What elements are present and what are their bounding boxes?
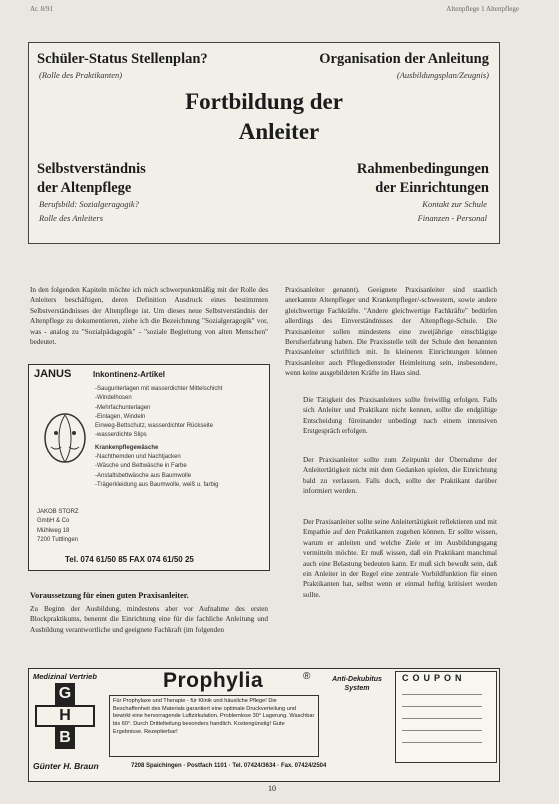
ad-description-2: Waschbar bis 60°. Durch Drittelteilung besonders handlich. Kostengünstig! Gute Ergebnisse. Rezeptierbar! — [113, 713, 315, 735]
coupon-line — [402, 718, 482, 719]
running-header-left: Ar. 8/91 — [30, 5, 53, 13]
janus-item: -Anstaltsbettwäsche aus Baumwolle — [95, 472, 192, 479]
right-paragraph-3: Der Praxisanleiter sollte zum Zeitpunkt der Übernahme der Anleitertätigkeit nicht mit dem Gedanken spielen, die Einrichtung bald zu verlassen. Falls doch, sollte der Praktikant darüber informiert werden. — [303, 456, 497, 496]
right-paragraph-4: Der Praxisanleiter sollte seine Anleitertätigkeit reflektieren und mit Empathie auf den Praktikanten zugehen können. Er sollte wissen, warum er anleiten und welche Ziele er im Ausbildungsgang vermitteln möchte. Er muß wissen, daß ein Praktikant manchmal auch eine Belastung bedeuten kann. Er muß sich bewußt sein, daß ein Anleiter in der Regel eine zentrale Vorbildfunktion für einen Praktikanten hat, selbst wenn er einmal heftig kritisiert werden sollte. — [303, 518, 497, 599]
section-heading: Voraussetzung für einen guten Praxisanleiter. — [30, 591, 189, 600]
box-subtitle-bottom-right-1: Kontakt zur Schule — [422, 199, 487, 209]
janus-address-line: 7200 Tuttlingen — [37, 536, 79, 543]
ghb-logo-letter: H — [35, 705, 95, 727]
coupon-line — [402, 730, 482, 731]
janus-item: -Windelhosen — [95, 395, 132, 402]
janus-ad — [28, 364, 270, 571]
janus-address-line: GmbH & Co — [37, 518, 70, 525]
janus-subheading: Krankenpflegewäsche — [95, 444, 159, 451]
right-paragraph-2: Die Tätigkeit des Praxisanleiters sollte freiwillig erfolgen. Falls sich Anleiter und Praktikant nicht kennen, sollte die endgültige Entscheidung füreinander unbedingt nach einem intensiven Erstgespräch erfolgen. — [303, 396, 497, 436]
box-subtitle-top-left: (Rolle des Praktikanten) — [39, 70, 123, 80]
ad-description-1: Für Prophylaxe und Therapie - für Klinik und häusliche Pflege! Die Beschaffenheit des Materials garantiert eine optimale Druckverteilung und bewirkt eine hervorragende Luftzirkulation. Problemlose 30° Lagerung. — [113, 698, 297, 720]
box-center-title-1: Fortbildung der — [185, 89, 343, 114]
box-subtitle-bottom-right-2: Finanzen - Personal — [417, 213, 487, 223]
box-title-top-right: Organisation der Anleitung — [319, 51, 489, 67]
box-title-bottom-right-1: Rahmenbedingungen — [356, 161, 489, 177]
ad-description-box — [109, 695, 319, 757]
janus-item: -Wäsche und Bettwäsche in Farbe — [95, 463, 187, 470]
janus-item: Einweg-Bettschutz, wasserdichter Rückseite — [95, 423, 214, 430]
box-title-bottom-right-2: der Einrichtungen — [375, 180, 489, 196]
diagram-box — [28, 42, 500, 244]
coupon-line — [402, 742, 482, 743]
ad-vertrieb: Medizinal Vertrieb — [33, 672, 97, 681]
box-title-bottom-left-2: der Altenpflege — [37, 180, 132, 196]
ghb-logo-letter: B — [55, 727, 75, 749]
ghb-logo-letter: G — [55, 683, 75, 705]
janus-face-logo-icon — [37, 407, 93, 469]
ad-anti-dekubitus: Anti-Dekubitus System — [332, 676, 382, 692]
coupon-line — [402, 706, 482, 707]
janus-address-line: JAKOB STORZ — [37, 509, 79, 515]
box-title-top-left: Schüler-Status Stellenplan? — [37, 51, 208, 67]
ad-registered-mark: ® — [303, 671, 311, 682]
box-center-title-2: Anleiter — [238, 119, 320, 144]
janus-item: -Einlagen, Windeln — [95, 413, 146, 420]
coupon-box[interactable] — [395, 671, 497, 763]
janus-item: -Mehrfachunterlagen — [95, 404, 151, 411]
janus-item: -wasserdichte Slips — [95, 432, 147, 439]
janus-item: -Nachthemden und Nachtjacken — [95, 454, 181, 461]
janus-phone: Tel. 074 61/50 85 FAX 074 61/50 25 — [65, 555, 194, 564]
ghb-logo-icon — [35, 683, 95, 749]
running-header-right: Altenpflege 1 Altenpflege — [446, 5, 519, 13]
janus-title: Inkontinenz-Artikel — [93, 370, 166, 379]
page-number: 10 — [268, 784, 276, 793]
box-subtitle-bottom-left-2: Rolle des Anleiters — [39, 213, 104, 223]
ad-brand: Prophylia — [163, 669, 264, 692]
box-title-bottom-left-1: Selbstverständnis — [37, 161, 146, 177]
section-paragraph: Zu Beginn der Ausbildung, mindestens aber vor Aufnahme des ersten Blockpraktikums, benennt die Einrichtung eine für die fachliche Anleitung und Ausbildung verantwortliche und geeignete Fachkraft (im folgenden — [30, 605, 268, 634]
coupon-line — [402, 694, 482, 695]
coupon-title: COUPON — [402, 673, 466, 683]
janus-address-line: Mühlweg 18 — [37, 527, 70, 534]
janus-brand: JANUS — [34, 368, 72, 380]
ad-footer-address: 7208 Spaichingen · Postfach 1101 · Tel. 07424/3634 · Fax. 07424/2504 — [131, 763, 327, 769]
intro-paragraph: In den folgenden Kapiteln möchte ich mich schwerpunktmäßig mit der Rolle des Anleiters beschäftigen, deren Definition Ausdruck eines bestimmten Selbstverständnisses der Altenpflege ist. Um dieses neue Selbstverständnis der Altenpflege zu dokumentieren, ziehe ich die Bezeichnung "Sozialgeragogik" vor, was - analog zu "Sozialpädagogik" - "soziale Begleitung von alten Menschen" bedeutet. — [30, 286, 268, 347]
ad-footer-name: Günter H. Braun — [33, 761, 99, 771]
box-subtitle-bottom-left-1: Berufsbild: Sozialgeragogik? — [39, 199, 139, 209]
right-paragraph-1: Praxisanleiter genannt). Geeignete Praxisanleiter sind staatlich anerkannte Altenpfleger und Krankenpfleger/-schwestern, sowie andere gleichwertige Fachkräfte. "Andere gleichwertige Fachkräfte" bedürfen allerdings des Einverständnisses der Altenpflege-Schule. Die Praxisanleiter sollen mindestens eine zweijährige einschlägige Berufserfahrung haben. Die Praxisstelle teilt der Schule den benannten Praxisanleiter schriftlich mit. In kleineren Einrichtungen können Praxisanleiter auch Pflegedienstoder Heimleitung sein, insbesondere, wenn keine ausgebildeten Kräfte im Haus sind. — [285, 286, 497, 378]
box-subtitle-top-right: (Ausbildungsplan/Zeugnis) — [396, 70, 489, 80]
prophylia-ad — [28, 668, 500, 782]
janus-item: -Saugunterlagen mit wasserdichter Mittelschicht — [95, 386, 223, 392]
janus-item: -Trägerkleidung aus Baumwolle, weiß u. farbig — [95, 481, 219, 488]
